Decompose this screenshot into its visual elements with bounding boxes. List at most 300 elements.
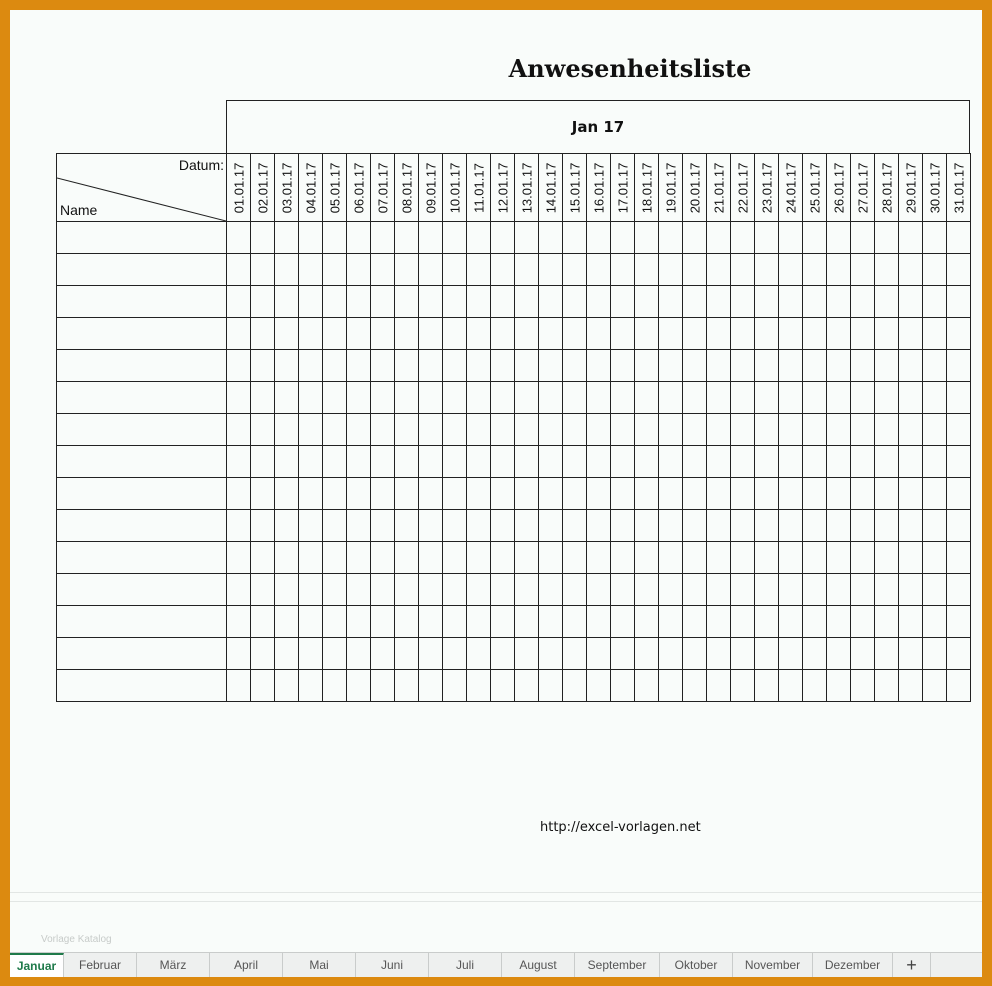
attendance-cell[interactable] — [635, 638, 659, 670]
attendance-cell[interactable] — [371, 574, 395, 606]
attendance-cell[interactable] — [611, 254, 635, 286]
name-cell[interactable] — [57, 574, 227, 606]
attendance-cell[interactable] — [803, 222, 827, 254]
attendance-cell[interactable] — [899, 638, 923, 670]
attendance-cell[interactable] — [563, 606, 587, 638]
attendance-cell[interactable] — [683, 638, 707, 670]
attendance-cell[interactable] — [491, 222, 515, 254]
attendance-cell[interactable] — [923, 478, 947, 510]
attendance-cell[interactable] — [227, 350, 251, 382]
attendance-cell[interactable] — [323, 414, 347, 446]
attendance-cell[interactable] — [347, 478, 371, 510]
attendance-cell[interactable] — [251, 286, 275, 318]
date-header-cell[interactable] — [779, 154, 803, 222]
attendance-cell[interactable] — [683, 318, 707, 350]
attendance-cell[interactable] — [587, 542, 611, 574]
attendance-cell[interactable] — [707, 254, 731, 286]
attendance-cell[interactable] — [491, 478, 515, 510]
attendance-cell[interactable] — [371, 382, 395, 414]
attendance-cell[interactable] — [779, 350, 803, 382]
attendance-cell[interactable] — [875, 606, 899, 638]
attendance-cell[interactable] — [875, 222, 899, 254]
attendance-cell[interactable] — [443, 446, 467, 478]
attendance-cell[interactable] — [731, 670, 755, 702]
date-header-cell[interactable] — [851, 154, 875, 222]
attendance-cell[interactable] — [563, 286, 587, 318]
attendance-cell[interactable] — [515, 638, 539, 670]
attendance-cell[interactable] — [899, 574, 923, 606]
attendance-cell[interactable] — [707, 542, 731, 574]
attendance-cell[interactable] — [779, 254, 803, 286]
sheet-tab-0[interactable]: Januar — [10, 953, 64, 977]
attendance-cell[interactable] — [467, 286, 491, 318]
attendance-cell[interactable] — [779, 670, 803, 702]
attendance-cell[interactable] — [395, 510, 419, 542]
attendance-cell[interactable] — [803, 318, 827, 350]
add-sheet-icon[interactable]: + — [893, 953, 931, 977]
attendance-cell[interactable] — [635, 446, 659, 478]
attendance-cell[interactable] — [419, 670, 443, 702]
attendance-cell[interactable] — [947, 574, 971, 606]
attendance-cell[interactable] — [947, 414, 971, 446]
attendance-cell[interactable] — [947, 254, 971, 286]
attendance-cell[interactable] — [683, 478, 707, 510]
attendance-cell[interactable] — [515, 606, 539, 638]
attendance-cell[interactable] — [587, 510, 611, 542]
attendance-cell[interactable] — [419, 286, 443, 318]
attendance-cell[interactable] — [539, 670, 563, 702]
attendance-cell[interactable] — [755, 638, 779, 670]
attendance-cell[interactable] — [419, 638, 443, 670]
attendance-cell[interactable] — [779, 510, 803, 542]
attendance-cell[interactable] — [611, 478, 635, 510]
attendance-cell[interactable] — [539, 606, 563, 638]
attendance-cell[interactable] — [227, 382, 251, 414]
attendance-cell[interactable] — [635, 478, 659, 510]
attendance-cell[interactable] — [707, 478, 731, 510]
attendance-cell[interactable] — [827, 510, 851, 542]
attendance-cell[interactable] — [443, 574, 467, 606]
attendance-cell[interactable] — [923, 574, 947, 606]
attendance-cell[interactable] — [347, 446, 371, 478]
attendance-cell[interactable] — [851, 446, 875, 478]
attendance-cell[interactable] — [323, 286, 347, 318]
attendance-cell[interactable] — [875, 638, 899, 670]
attendance-cell[interactable] — [563, 510, 587, 542]
attendance-cell[interactable] — [875, 542, 899, 574]
attendance-cell[interactable] — [467, 670, 491, 702]
attendance-cell[interactable] — [755, 446, 779, 478]
attendance-cell[interactable] — [299, 414, 323, 446]
attendance-cell[interactable] — [275, 446, 299, 478]
attendance-cell[interactable] — [803, 542, 827, 574]
attendance-cell[interactable] — [515, 414, 539, 446]
date-header-cell[interactable] — [899, 154, 923, 222]
attendance-cell[interactable] — [731, 414, 755, 446]
attendance-cell[interactable] — [251, 542, 275, 574]
attendance-cell[interactable] — [395, 254, 419, 286]
attendance-cell[interactable] — [683, 286, 707, 318]
attendance-cell[interactable] — [419, 254, 443, 286]
attendance-cell[interactable] — [563, 382, 587, 414]
attendance-cell[interactable] — [755, 606, 779, 638]
attendance-cell[interactable] — [851, 670, 875, 702]
attendance-cell[interactable] — [251, 318, 275, 350]
attendance-cell[interactable] — [443, 606, 467, 638]
attendance-cell[interactable] — [347, 606, 371, 638]
attendance-cell[interactable] — [827, 254, 851, 286]
attendance-cell[interactable] — [947, 638, 971, 670]
attendance-cell[interactable] — [803, 350, 827, 382]
date-header-cell[interactable] — [755, 154, 779, 222]
attendance-cell[interactable] — [275, 574, 299, 606]
attendance-cell[interactable] — [851, 478, 875, 510]
attendance-cell[interactable] — [251, 574, 275, 606]
attendance-cell[interactable] — [323, 574, 347, 606]
date-header-cell[interactable] — [275, 154, 299, 222]
attendance-cell[interactable] — [299, 382, 323, 414]
attendance-cell[interactable] — [851, 510, 875, 542]
attendance-cell[interactable] — [515, 222, 539, 254]
attendance-cell[interactable] — [947, 286, 971, 318]
attendance-cell[interactable] — [275, 638, 299, 670]
attendance-cell[interactable] — [947, 382, 971, 414]
date-header-cell[interactable] — [923, 154, 947, 222]
attendance-cell[interactable] — [539, 382, 563, 414]
attendance-cell[interactable] — [275, 318, 299, 350]
attendance-cell[interactable] — [611, 382, 635, 414]
attendance-cell[interactable] — [563, 414, 587, 446]
sheet-tab-11[interactable]: Dezember — [813, 953, 893, 977]
attendance-cell[interactable] — [779, 638, 803, 670]
attendance-cell[interactable] — [803, 670, 827, 702]
attendance-cell[interactable] — [491, 350, 515, 382]
attendance-cell[interactable] — [347, 574, 371, 606]
attendance-cell[interactable] — [947, 318, 971, 350]
attendance-cell[interactable] — [827, 670, 851, 702]
attendance-cell[interactable] — [371, 638, 395, 670]
name-cell[interactable] — [57, 382, 227, 414]
attendance-cell[interactable] — [683, 510, 707, 542]
attendance-cell[interactable] — [875, 286, 899, 318]
name-cell[interactable] — [57, 478, 227, 510]
attendance-cell[interactable] — [395, 606, 419, 638]
attendance-cell[interactable] — [323, 478, 347, 510]
attendance-cell[interactable] — [659, 638, 683, 670]
date-header-cell[interactable] — [707, 154, 731, 222]
attendance-cell[interactable] — [899, 286, 923, 318]
attendance-cell[interactable] — [683, 606, 707, 638]
attendance-cell[interactable] — [707, 446, 731, 478]
name-cell[interactable] — [57, 318, 227, 350]
attendance-cell[interactable] — [467, 382, 491, 414]
attendance-cell[interactable] — [299, 446, 323, 478]
attendance-cell[interactable] — [563, 478, 587, 510]
attendance-cell[interactable] — [539, 414, 563, 446]
attendance-cell[interactable] — [539, 446, 563, 478]
attendance-cell[interactable] — [755, 510, 779, 542]
attendance-cell[interactable] — [419, 606, 443, 638]
attendance-cell[interactable] — [707, 606, 731, 638]
attendance-cell[interactable] — [371, 254, 395, 286]
attendance-cell[interactable] — [707, 510, 731, 542]
attendance-cell[interactable] — [299, 638, 323, 670]
attendance-cell[interactable] — [539, 510, 563, 542]
date-header-cell[interactable] — [299, 154, 323, 222]
sheet-tab-1[interactable]: Februar — [64, 953, 137, 977]
attendance-cell[interactable] — [371, 446, 395, 478]
attendance-cell[interactable] — [251, 638, 275, 670]
attendance-cell[interactable] — [299, 670, 323, 702]
attendance-cell[interactable] — [731, 222, 755, 254]
attendance-cell[interactable] — [851, 350, 875, 382]
attendance-cell[interactable] — [635, 574, 659, 606]
attendance-cell[interactable] — [851, 286, 875, 318]
attendance-cell[interactable] — [851, 254, 875, 286]
attendance-cell[interactable] — [755, 382, 779, 414]
name-cell[interactable] — [57, 606, 227, 638]
name-cell[interactable] — [57, 254, 227, 286]
attendance-cell[interactable] — [443, 542, 467, 574]
attendance-cell[interactable] — [611, 510, 635, 542]
attendance-cell[interactable] — [683, 254, 707, 286]
sheet-tab-5[interactable]: Juni — [356, 953, 429, 977]
attendance-cell[interactable] — [323, 606, 347, 638]
attendance-cell[interactable] — [731, 318, 755, 350]
attendance-cell[interactable] — [659, 478, 683, 510]
attendance-cell[interactable] — [299, 574, 323, 606]
attendance-cell[interactable] — [371, 542, 395, 574]
attendance-cell[interactable] — [947, 606, 971, 638]
attendance-cell[interactable] — [587, 638, 611, 670]
attendance-cell[interactable] — [419, 510, 443, 542]
attendance-cell[interactable] — [923, 318, 947, 350]
attendance-cell[interactable] — [467, 510, 491, 542]
attendance-cell[interactable] — [395, 670, 419, 702]
attendance-cell[interactable] — [659, 574, 683, 606]
attendance-cell[interactable] — [779, 478, 803, 510]
attendance-cell[interactable] — [731, 254, 755, 286]
attendance-cell[interactable] — [467, 606, 491, 638]
name-cell[interactable] — [57, 542, 227, 574]
attendance-cell[interactable] — [539, 254, 563, 286]
attendance-cell[interactable] — [563, 350, 587, 382]
attendance-cell[interactable] — [923, 542, 947, 574]
attendance-cell[interactable] — [899, 446, 923, 478]
attendance-cell[interactable] — [443, 254, 467, 286]
attendance-cell[interactable] — [227, 670, 251, 702]
sheet-tab-7[interactable]: August — [502, 953, 575, 977]
attendance-cell[interactable] — [587, 446, 611, 478]
attendance-cell[interactable] — [323, 382, 347, 414]
attendance-cell[interactable] — [827, 382, 851, 414]
date-header-cell[interactable] — [683, 154, 707, 222]
attendance-cell[interactable] — [731, 478, 755, 510]
attendance-cell[interactable] — [827, 286, 851, 318]
attendance-cell[interactable] — [587, 606, 611, 638]
date-header-cell[interactable] — [539, 154, 563, 222]
attendance-cell[interactable] — [635, 414, 659, 446]
attendance-cell[interactable] — [923, 414, 947, 446]
attendance-cell[interactable] — [899, 254, 923, 286]
attendance-cell[interactable] — [491, 606, 515, 638]
attendance-cell[interactable] — [443, 222, 467, 254]
date-header-cell[interactable] — [515, 154, 539, 222]
attendance-cell[interactable] — [659, 606, 683, 638]
name-cell[interactable] — [57, 446, 227, 478]
attendance-cell[interactable] — [443, 510, 467, 542]
attendance-cell[interactable] — [299, 478, 323, 510]
attendance-cell[interactable] — [371, 478, 395, 510]
attendance-cell[interactable] — [515, 350, 539, 382]
attendance-cell[interactable] — [275, 286, 299, 318]
attendance-cell[interactable] — [611, 574, 635, 606]
attendance-cell[interactable] — [635, 510, 659, 542]
attendance-cell[interactable] — [899, 222, 923, 254]
attendance-cell[interactable] — [275, 382, 299, 414]
attendance-cell[interactable] — [395, 286, 419, 318]
attendance-cell[interactable] — [587, 414, 611, 446]
attendance-cell[interactable] — [731, 350, 755, 382]
attendance-cell[interactable] — [323, 510, 347, 542]
attendance-cell[interactable] — [251, 254, 275, 286]
attendance-cell[interactable] — [755, 350, 779, 382]
attendance-cell[interactable] — [947, 510, 971, 542]
attendance-cell[interactable] — [371, 222, 395, 254]
attendance-cell[interactable] — [467, 446, 491, 478]
attendance-cell[interactable] — [275, 510, 299, 542]
attendance-cell[interactable] — [251, 414, 275, 446]
attendance-cell[interactable] — [659, 446, 683, 478]
attendance-cell[interactable] — [683, 670, 707, 702]
attendance-cell[interactable] — [851, 382, 875, 414]
attendance-cell[interactable] — [467, 350, 491, 382]
attendance-cell[interactable] — [491, 286, 515, 318]
attendance-cell[interactable] — [731, 574, 755, 606]
attendance-cell[interactable] — [635, 286, 659, 318]
attendance-cell[interactable] — [659, 414, 683, 446]
attendance-cell[interactable] — [347, 318, 371, 350]
attendance-cell[interactable] — [395, 382, 419, 414]
name-cell[interactable] — [57, 510, 227, 542]
attendance-cell[interactable] — [395, 350, 419, 382]
attendance-cell[interactable] — [587, 350, 611, 382]
attendance-cell[interactable] — [467, 318, 491, 350]
attendance-cell[interactable] — [419, 574, 443, 606]
attendance-cell[interactable] — [251, 478, 275, 510]
name-cell[interactable] — [57, 286, 227, 318]
attendance-cell[interactable] — [371, 606, 395, 638]
attendance-cell[interactable] — [299, 350, 323, 382]
name-cell[interactable] — [57, 670, 227, 702]
attendance-cell[interactable] — [467, 478, 491, 510]
attendance-cell[interactable] — [275, 606, 299, 638]
attendance-cell[interactable] — [899, 382, 923, 414]
date-header-cell[interactable] — [659, 154, 683, 222]
attendance-cell[interactable] — [443, 382, 467, 414]
attendance-cell[interactable] — [779, 574, 803, 606]
attendance-cell[interactable] — [395, 542, 419, 574]
attendance-cell[interactable] — [227, 286, 251, 318]
attendance-cell[interactable] — [899, 670, 923, 702]
attendance-cell[interactable] — [731, 542, 755, 574]
attendance-cell[interactable] — [419, 318, 443, 350]
date-header-cell[interactable] — [635, 154, 659, 222]
attendance-cell[interactable] — [515, 382, 539, 414]
attendance-cell[interactable] — [875, 478, 899, 510]
attendance-cell[interactable] — [755, 478, 779, 510]
attendance-cell[interactable] — [347, 510, 371, 542]
attendance-cell[interactable] — [347, 670, 371, 702]
attendance-cell[interactable] — [875, 510, 899, 542]
attendance-cell[interactable] — [755, 670, 779, 702]
attendance-cell[interactable] — [803, 574, 827, 606]
date-header-cell[interactable] — [395, 154, 419, 222]
attendance-cell[interactable] — [251, 670, 275, 702]
attendance-cell[interactable] — [491, 318, 515, 350]
attendance-cell[interactable] — [635, 350, 659, 382]
attendance-cell[interactable] — [347, 638, 371, 670]
attendance-cell[interactable] — [275, 414, 299, 446]
attendance-cell[interactable] — [371, 286, 395, 318]
attendance-cell[interactable] — [251, 350, 275, 382]
attendance-cell[interactable] — [323, 318, 347, 350]
attendance-cell[interactable] — [635, 606, 659, 638]
attendance-cell[interactable] — [875, 446, 899, 478]
attendance-cell[interactable] — [779, 318, 803, 350]
attendance-cell[interactable] — [587, 222, 611, 254]
attendance-cell[interactable] — [731, 638, 755, 670]
attendance-cell[interactable] — [827, 222, 851, 254]
attendance-cell[interactable] — [683, 414, 707, 446]
attendance-cell[interactable] — [803, 478, 827, 510]
attendance-cell[interactable] — [635, 318, 659, 350]
attendance-cell[interactable] — [779, 222, 803, 254]
attendance-cell[interactable] — [515, 670, 539, 702]
attendance-cell[interactable] — [371, 350, 395, 382]
attendance-cell[interactable] — [587, 318, 611, 350]
attendance-cell[interactable] — [443, 670, 467, 702]
attendance-cell[interactable] — [347, 414, 371, 446]
attendance-cell[interactable] — [707, 318, 731, 350]
attendance-cell[interactable] — [251, 382, 275, 414]
attendance-cell[interactable] — [563, 542, 587, 574]
attendance-cell[interactable] — [923, 222, 947, 254]
attendance-cell[interactable] — [803, 286, 827, 318]
attendance-cell[interactable] — [827, 542, 851, 574]
attendance-cell[interactable] — [611, 606, 635, 638]
attendance-cell[interactable] — [923, 286, 947, 318]
attendance-cell[interactable] — [275, 254, 299, 286]
attendance-cell[interactable] — [923, 254, 947, 286]
attendance-cell[interactable] — [323, 222, 347, 254]
date-header-cell[interactable] — [491, 154, 515, 222]
attendance-cell[interactable] — [755, 318, 779, 350]
attendance-cell[interactable] — [899, 318, 923, 350]
attendance-cell[interactable] — [611, 350, 635, 382]
attendance-cell[interactable] — [347, 382, 371, 414]
attendance-cell[interactable] — [467, 222, 491, 254]
attendance-cell[interactable] — [947, 222, 971, 254]
attendance-cell[interactable] — [947, 446, 971, 478]
attendance-cell[interactable] — [755, 542, 779, 574]
attendance-cell[interactable] — [923, 606, 947, 638]
attendance-cell[interactable] — [611, 670, 635, 702]
attendance-cell[interactable] — [251, 222, 275, 254]
attendance-cell[interactable] — [395, 222, 419, 254]
attendance-cell[interactable] — [827, 638, 851, 670]
attendance-cell[interactable] — [707, 414, 731, 446]
